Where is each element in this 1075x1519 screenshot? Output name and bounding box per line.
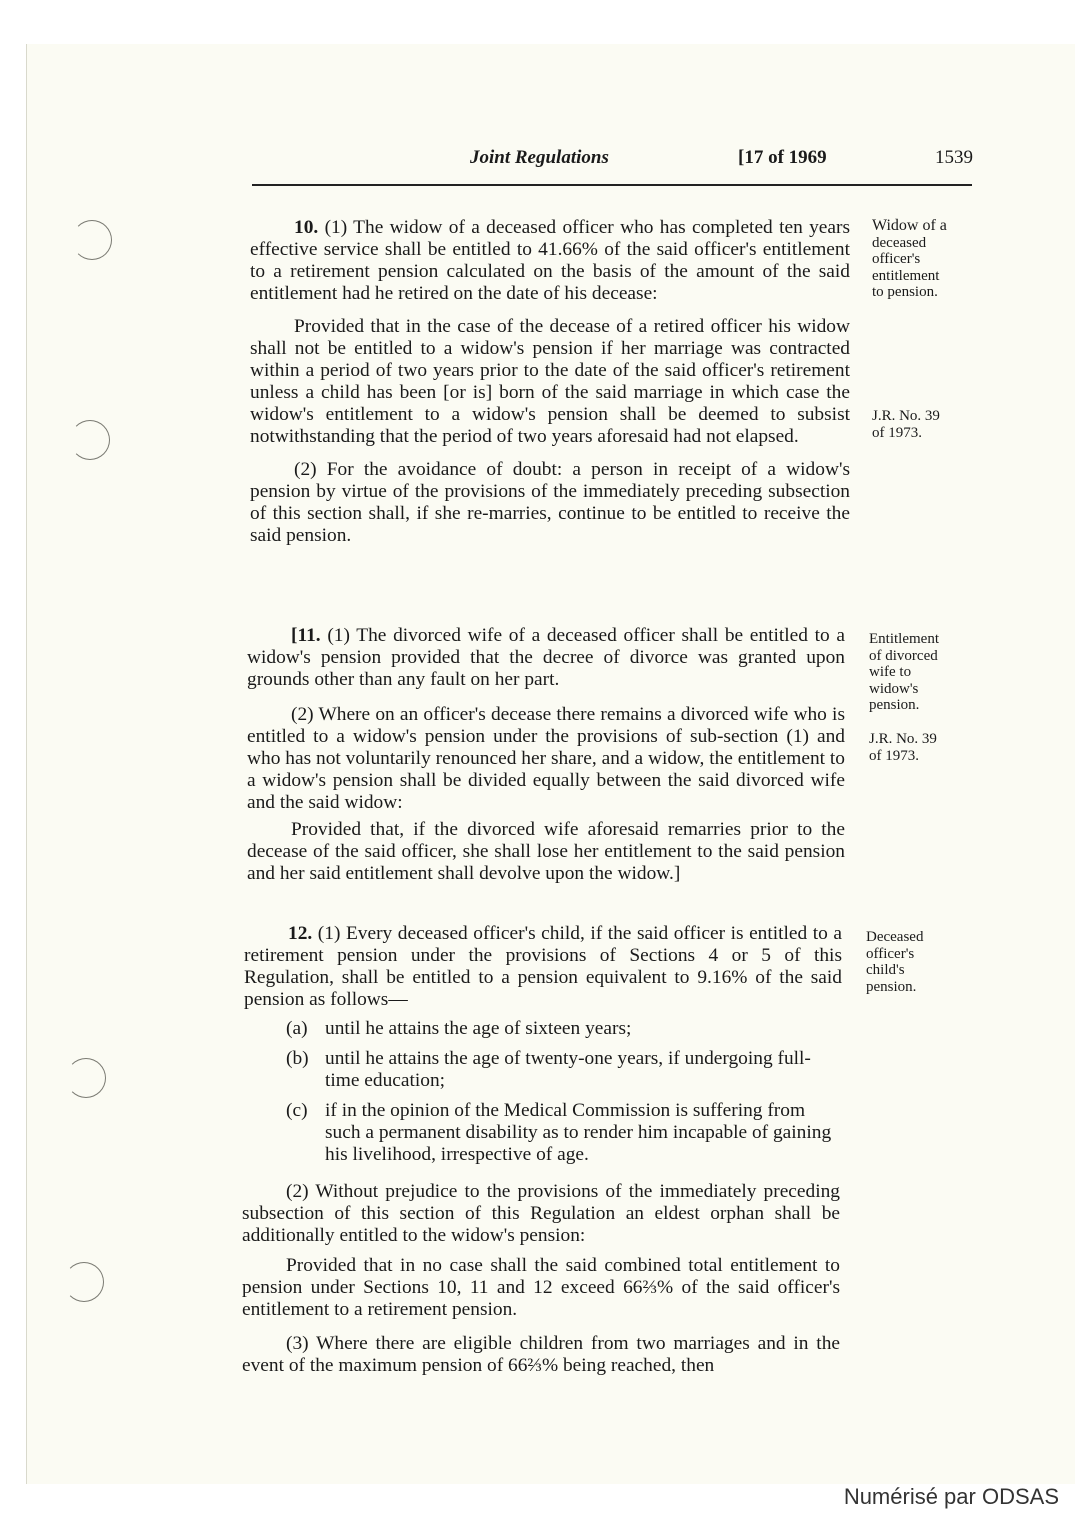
section-12-para-1: 12. (1) Every deceased officer's child, if the said officer is entitled to a retirement pension under the provisions of Sections 4 or 5 of this Regulation, shall be entitled to a pension equivalent to 9.16% of the said pension as follows— bbox=[244, 923, 842, 1010]
list-item-label: (a) bbox=[286, 1018, 308, 1039]
list-item-label: (b) bbox=[286, 1048, 309, 1069]
section-12-para-2: (2) Without prejudice to the provisions of the immediately preceding subsection of this section of this Regulation an eldest orphan shall be additionally entitled to the widow's pension: bbox=[242, 1181, 840, 1246]
section-10-proviso: Provided that in the case of the decease of a retired officer his widow shall not be entitled to a widow's pension if her marriage was contracted within a period of two years prior to the date of the said officer's retirement unless a child has been [or is] born of the said marriage in which case the widow's entitlement to a widow's pension shall be deemed to subsist notwithstanding that the period of two years aforesaid had not elapsed. bbox=[250, 316, 850, 447]
section-10 bbox=[250, 217, 850, 547]
section-number: 10. bbox=[294, 217, 319, 238]
punch-hole bbox=[72, 220, 112, 260]
margin-note-divorced-wife: Entitlement of divorced wife to widow's pension. bbox=[869, 631, 939, 713]
list-item-text: if in the opinion of the Medical Commission is suffering from such a permanent disability as to render him incapable of gaining his livelihood, irrespective of age. bbox=[325, 1100, 832, 1165]
section-12-proviso: Provided that in no case shall the said combined total entitlement to pension under Sections 10, 11 and 12 exceed 66⅔% of the said officer's entitlement to a retirement pension. bbox=[242, 1255, 840, 1320]
header-rule bbox=[252, 184, 972, 186]
section-11-proviso: Provided that, if the divorced wife aforesaid remarries prior to the decease of the said officer, she shall lose her entitlement to the said pension and her said entitlement shall devolve upon the widow.] bbox=[247, 819, 845, 884]
punch-hole bbox=[64, 1262, 104, 1302]
list-item-text: until he attains the age of twenty-one years, if undergoing full-time education; bbox=[325, 1048, 811, 1091]
list-item bbox=[286, 1048, 846, 1094]
section-number: [11. bbox=[291, 625, 321, 646]
section-12-rest bbox=[242, 1181, 840, 1377]
header-act-reference: [17 of 1969 bbox=[738, 147, 827, 168]
section-10-para-1: 10. (1) The widow of a deceased officer who has completed ten years effective service shall be entitled to 41.66% of the said officer's entitlement to a retirement pension calculated on the basis of the amount of the said entitlement had he retired on the date of his decease: bbox=[250, 217, 850, 304]
margin-note-widow-entitlement: Widow of a deceased officer's entitlement to pension. bbox=[872, 217, 947, 300]
digitization-watermark: Numérisé par ODSAS bbox=[843, 1484, 1059, 1509]
section-11-para-2: (2) Where on an officer's decease there remains a divorced wife who is entitled to a widow's pension under the provisions of sub-section (1) and who has not voluntarily renounced her share, and a widow, the entitlement to a widow's pension shall be divided equally between the said divorced wife and the said widow: bbox=[247, 704, 845, 813]
punch-hole bbox=[66, 1058, 106, 1098]
running-header bbox=[0, 147, 1075, 175]
section-11 bbox=[247, 625, 845, 885]
list-item-text: until he attains the age of sixteen years; bbox=[325, 1018, 632, 1039]
punch-hole bbox=[70, 420, 110, 460]
page-number: 1539 bbox=[935, 147, 973, 168]
section-10-para-2: (2) For the avoidance of doubt: a person in receipt of a widow's pension by virtue of the provisions of the immediately preceding subsection of this section shall, if she re-marries, continue to be entitled to receive the said pension. bbox=[250, 459, 850, 546]
section-11-para-1: [11. (1) The divorced wife of a deceased officer shall be entitled to a widow's pension provided that the decree of divorce was granted upon grounds other than any fault on her part. bbox=[247, 625, 845, 690]
section-12-para-3: (3) Where there are eligible children from two marriages and in the event of the maximum pension of 66⅔% being reached, then bbox=[242, 1333, 840, 1376]
list-item bbox=[286, 1100, 846, 1168]
margin-note-jr-reference: J.R. No. 39 of 1973. bbox=[869, 731, 937, 764]
margin-note-child-pension: Deceased officer's child's pension. bbox=[866, 929, 924, 995]
margin-note-jr-reference: J.R. No. 39 of 1973. bbox=[872, 408, 940, 441]
list-item bbox=[286, 1018, 846, 1042]
section-number: 12. bbox=[288, 923, 313, 944]
header-title: Joint Regulations bbox=[470, 147, 609, 168]
list-item-label: (c) bbox=[286, 1100, 308, 1121]
